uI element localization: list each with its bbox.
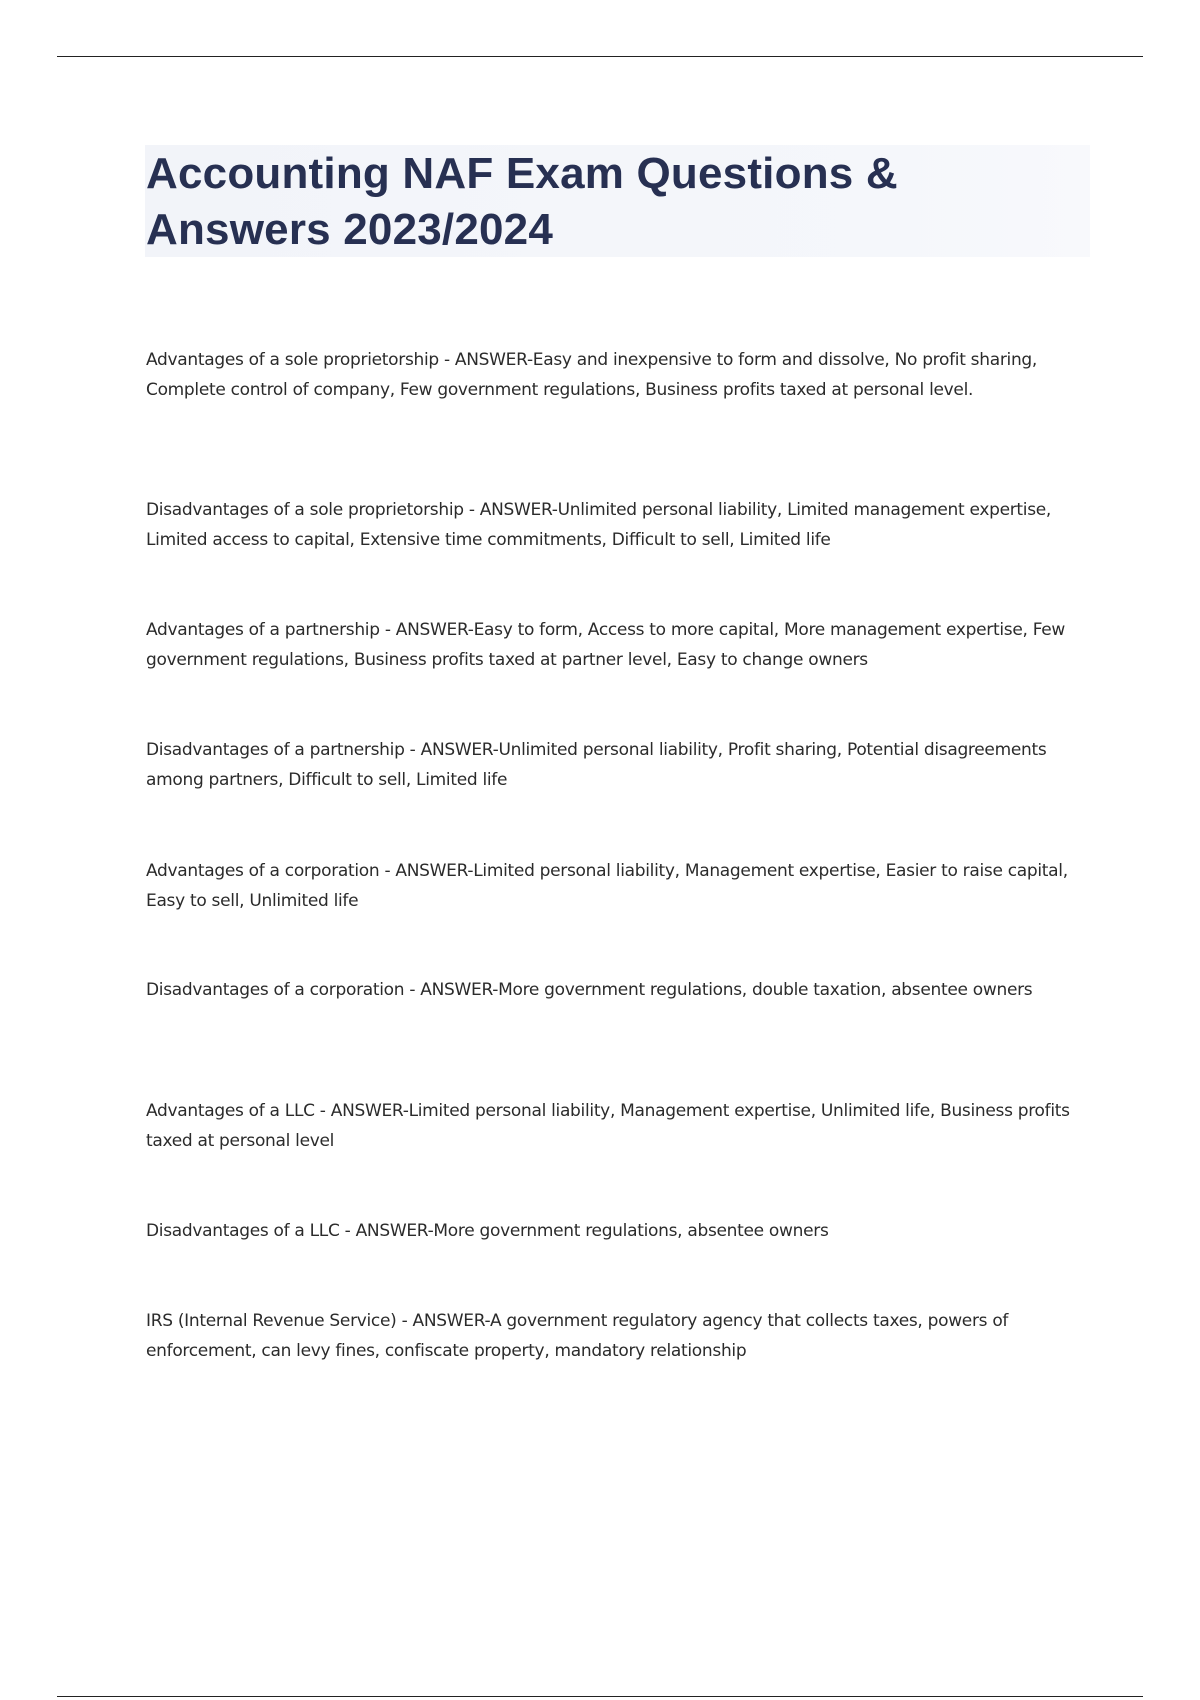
qa-entry-irs: IRS (Internal Revenue Service) - ANSWER-A government regulatory agency that collects taxes, powers of enforcement, can levy fines, confiscate property, mandatory relationship (146, 1311, 1009, 1361)
page-title: Accounting NAF Exam Questions & Answers 2023/2024 (146, 149, 898, 254)
qa-entry-llc-advantages: Advantages of a LLC - ANSWER-Limited personal liability, Management expertise, Unlimited life, Business profits taxed at personal level (146, 1101, 1070, 1151)
qa-entry-sole-proprietorship-disadvantages: Disadvantages of a sole proprietorship - ANSWER-Unlimited personal liability, Limited management expertise, Limited access to capital, Extensive time commitments, Difficult to sell, Limited life (146, 500, 1052, 550)
qa-entry-partnership-disadvantages: Disadvantages of a partnership - ANSWER-Unlimited personal liability, Profit sharing, Potential disagreements among partners, Difficult to sell, Limited life (146, 740, 1047, 790)
qa-entry-corporation-advantages: Advantages of a corporation - ANSWER-Limited personal liability, Management expertise, Easier to raise capital, Easy to sell, Unlimited life (146, 861, 1068, 911)
bottom-divider (57, 1696, 1143, 1697)
qa-entry-sole-proprietorship-advantages: Advantages of a sole proprietorship - ANSWER-Easy and inexpensive to form and dissolve, No profit sharing, Complete control of company, Few government regulations, Business profits taxed at personal level. (146, 350, 1038, 400)
top-divider (57, 56, 1143, 57)
qa-entry-llc-disadvantages: Disadvantages of a LLC - ANSWER-More government regulations, absentee owners (146, 1221, 829, 1241)
qa-entry-corporation-disadvantages: Disadvantages of a corporation - ANSWER-More government regulations, double taxation, absentee owners (146, 980, 1033, 1000)
qa-entry-partnership-advantages: Advantages of a partnership - ANSWER-Easy to form, Access to more capital, More management expertise, Few government regulations, Business profits taxed at partner level, Easy to change owners (146, 620, 1066, 670)
